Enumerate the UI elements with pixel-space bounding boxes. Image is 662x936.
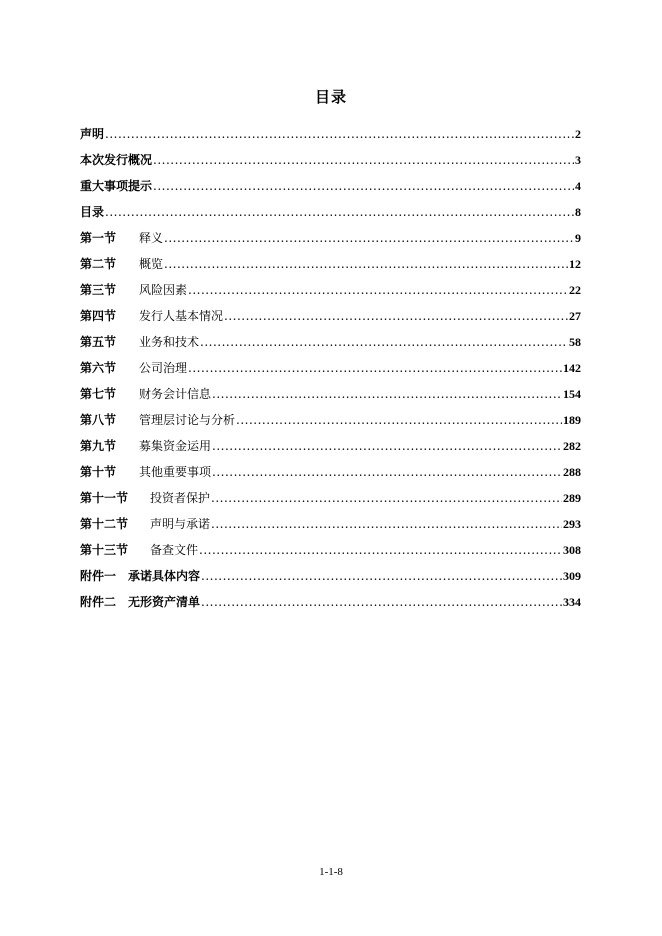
toc-page-number: 289: [563, 491, 581, 505]
toc-section-title: 管理层讨论与分析: [139, 413, 236, 427]
toc-section-number: 第十二节: [80, 517, 129, 531]
toc-section-title: 其他重要事项: [139, 465, 212, 479]
toc-page-number: 2: [575, 127, 581, 141]
toc-section-number: 第七节: [80, 387, 117, 401]
toc-dot-leader: [188, 355, 562, 381]
toc-dot-leader: [211, 485, 562, 511]
toc-dot-leader: [224, 303, 568, 329]
toc-page-number: 293: [563, 517, 581, 531]
toc-section-number: 第十三节: [80, 543, 129, 557]
page-number: 1-1-8: [319, 866, 343, 878]
toc-dot-leader: [153, 147, 574, 173]
toc-entry-label: [80, 355, 187, 381]
toc-entry[interactable]: [80, 589, 581, 615]
toc-page-number: 282: [563, 439, 581, 453]
toc-section-title: 无形资产清单: [128, 595, 201, 609]
toc-section-title: 本次发行概况: [80, 153, 153, 167]
toc-entry[interactable]: [80, 537, 581, 563]
toc-section-number: 附件一: [80, 569, 117, 583]
toc-page-number: 4: [575, 179, 581, 193]
toc-page-number: 142: [563, 361, 581, 375]
toc-dot-leader: [105, 199, 574, 225]
toc-entry-label: [80, 277, 187, 303]
page-title: 目录: [314, 88, 347, 106]
toc-entry-label: [80, 459, 211, 485]
toc-section-title: 声明与承诺: [150, 517, 211, 531]
toc-page-number: 9: [575, 231, 581, 245]
toc-dot-leader: [201, 563, 562, 589]
toc-section-title: 财务会计信息: [139, 387, 212, 401]
toc-entry-label: [80, 511, 210, 537]
toc-entry-label: [80, 199, 104, 225]
toc-dot-leader: [164, 251, 568, 277]
toc-dot-leader: [212, 433, 562, 459]
toc-page-number: 58: [569, 335, 581, 349]
toc-entry-label: [80, 433, 211, 459]
toc-entry-label: [80, 173, 152, 199]
toc-dot-leader: [199, 537, 562, 563]
toc-page-number: 309: [563, 569, 581, 583]
toc-section-number: 第三节: [80, 283, 117, 297]
toc-dot-leader: [153, 173, 574, 199]
toc-entry[interactable]: [80, 173, 581, 199]
toc-section-title: 公司治理: [139, 361, 188, 375]
toc-entry[interactable]: [80, 225, 581, 251]
toc-entry[interactable]: [80, 277, 581, 303]
toc-entry[interactable]: [80, 303, 581, 329]
toc-section-title: 概览: [139, 257, 164, 271]
toc-section-title: 声明: [80, 127, 105, 141]
toc-entry[interactable]: [80, 355, 581, 381]
toc-section-number: 第十节: [80, 465, 117, 479]
toc-page-number: 27: [569, 309, 581, 323]
toc-entry[interactable]: [80, 147, 581, 173]
toc-section-title: 业务和技术: [139, 335, 200, 349]
toc-entry-label: [80, 121, 104, 147]
toc-entry[interactable]: [80, 381, 581, 407]
toc-entry-label: [80, 407, 235, 433]
toc-page-number: 308: [563, 543, 581, 557]
toc-page-number: 3: [575, 153, 581, 167]
toc-entry[interactable]: [80, 459, 581, 485]
toc-entry-label: [80, 225, 163, 251]
toc-section-title: 重大事项提示: [80, 179, 153, 193]
toc-dot-leader: [200, 329, 568, 355]
toc-section-number: 第一节: [80, 231, 117, 245]
toc-section-title: 发行人基本情况: [139, 309, 224, 323]
toc-entry[interactable]: [80, 511, 581, 537]
toc-entry[interactable]: [80, 121, 581, 147]
toc-page-number: 12: [569, 257, 581, 271]
toc-dot-leader: [105, 121, 574, 147]
toc-entry[interactable]: [80, 199, 581, 225]
toc-dot-leader: [236, 407, 562, 433]
toc-dot-leader: [201, 589, 562, 615]
toc-page-number: 154: [563, 387, 581, 401]
toc-dot-leader: [212, 381, 562, 407]
toc-section-number: 附件二: [80, 595, 117, 609]
toc-entry-label: [80, 251, 163, 277]
toc-entry[interactable]: [80, 485, 581, 511]
toc-entry[interactable]: [80, 329, 581, 355]
toc-entry-label: [80, 537, 198, 563]
toc-section-number: 第十一节: [80, 491, 129, 505]
toc-section-title: 释义: [139, 231, 164, 245]
toc-dot-leader: [211, 511, 562, 537]
toc-section-title: 募集资金运用: [139, 439, 212, 453]
toc-entry-label: [80, 381, 211, 407]
toc-section-number: 第二节: [80, 257, 117, 271]
toc-entry-label: [80, 563, 200, 589]
table-of-contents: [80, 121, 581, 615]
toc-entry-label: [80, 589, 200, 615]
toc-section-title: 风险因素: [139, 283, 188, 297]
toc-section-number: 第六节: [80, 361, 117, 375]
toc-dot-leader: [212, 459, 562, 485]
toc-dot-leader: [188, 277, 568, 303]
toc-entry-label: [80, 303, 223, 329]
toc-page-number: 22: [569, 283, 581, 297]
toc-section-title: 备查文件: [150, 543, 199, 557]
toc-entry[interactable]: [80, 563, 581, 589]
toc-section-number: 第八节: [80, 413, 117, 427]
toc-entry-label: [80, 485, 210, 511]
toc-section-title: 投资者保护: [150, 491, 211, 505]
toc-section-number: 第九节: [80, 439, 117, 453]
toc-page-number: 288: [563, 465, 581, 479]
toc-entry[interactable]: [80, 433, 581, 459]
toc-section-number: 第五节: [80, 335, 117, 349]
toc-page-number: 189: [563, 413, 581, 427]
toc-section-number: 第四节: [80, 309, 117, 323]
toc-entry-label: [80, 147, 152, 173]
toc-dot-leader: [164, 225, 574, 251]
toc-entry[interactable]: [80, 251, 581, 277]
toc-section-title: 目录: [80, 205, 105, 219]
toc-page-number: 8: [575, 205, 581, 219]
toc-entry-label: [80, 329, 199, 355]
toc-page-number: 334: [563, 595, 581, 609]
toc-entry[interactable]: [80, 407, 581, 433]
toc-section-title: 承诺具体内容: [128, 569, 201, 583]
